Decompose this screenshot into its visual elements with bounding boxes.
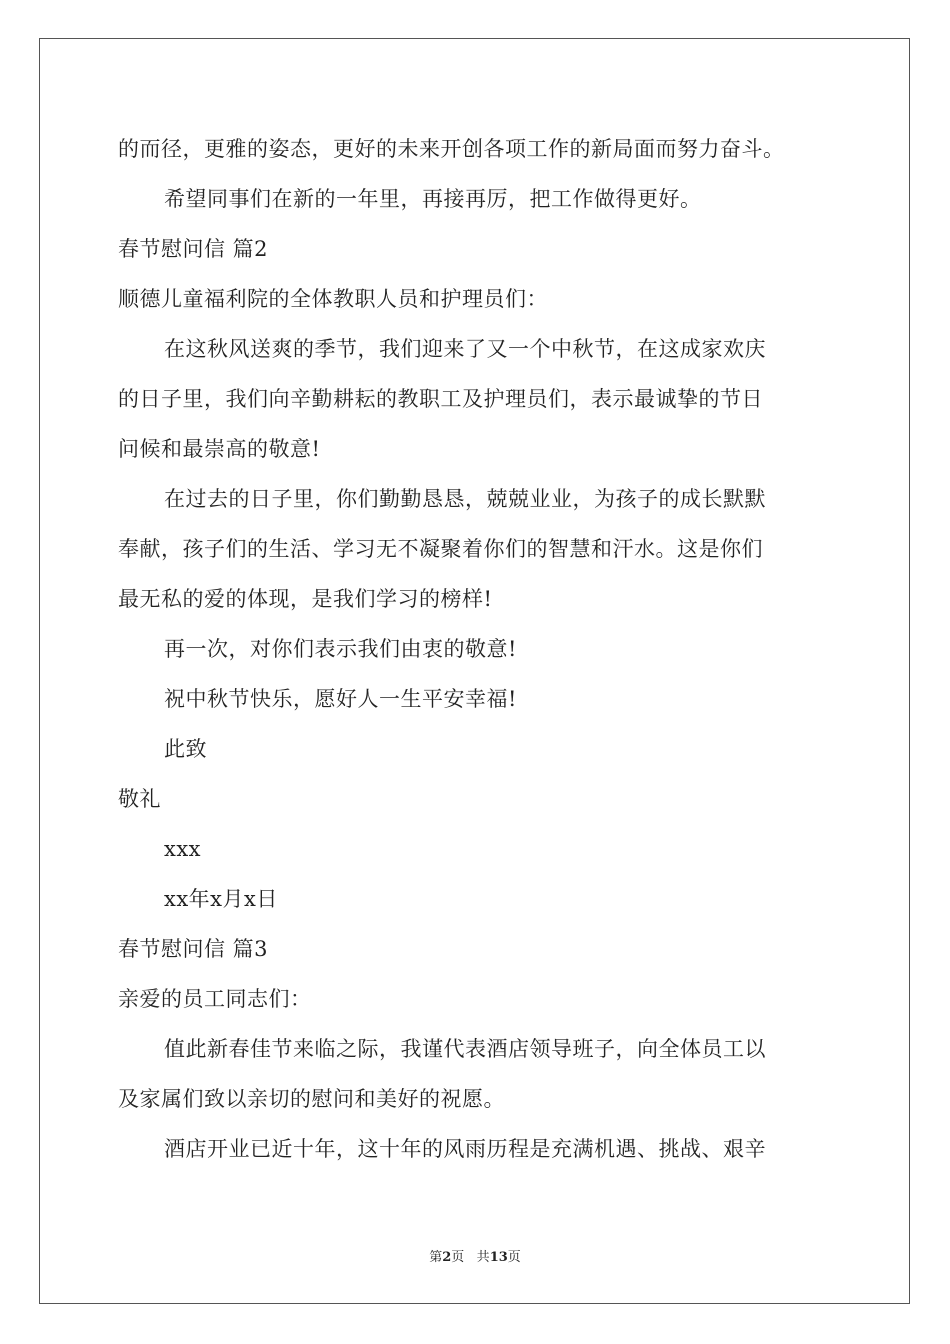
text-line: 问候和最崇高的敬意! — [118, 437, 321, 461]
text-line: 奉献，孩子们的生活、学习无不凝聚着你们的智慧和汗水。这是你们 — [118, 537, 763, 561]
salutation: 亲爱的员工同志们： — [118, 987, 312, 1011]
page-suffix: 页 — [451, 1250, 465, 1265]
text-line: 最无私的爱的体现，是我们学习的榜样! — [118, 587, 493, 611]
text-line: 在过去的日子里，你们勤勤恳恳，兢兢业业，为孩子的成长默默 — [164, 487, 766, 511]
text-line: 及家属们致以亲切的慰问和美好的祝愿。 — [118, 1087, 505, 1111]
date-line: xx年x月x日 — [164, 887, 278, 911]
text-line: 的日子里，我们向辛勤耕耘的教职工及护理员们，表示最诚挚的节日 — [118, 387, 763, 411]
section-heading: 春节慰问信 篇2 — [118, 237, 269, 261]
closing-phrase: 此致 — [164, 737, 207, 761]
section-heading: 春节慰问信 篇3 — [118, 937, 269, 961]
page-prefix: 第 — [429, 1250, 443, 1265]
salutation: 顺德儿童福利院的全体教职人员和护理员们： — [118, 287, 548, 311]
text-line: 酒店开业已近十年，这十年的风雨历程是充满机遇、挑战、艰辛 — [164, 1137, 766, 1161]
document-body — [118, 124, 838, 1174]
text-line: 在这秋风送爽的季节，我们迎来了又一个中秋节，在这成家欢庆 — [164, 337, 766, 361]
text-line: 希望同事们在新的一年里，再接再厉，把工作做得更好。 — [164, 187, 702, 211]
text-line: 值此新春佳节来临之际，我谨代表酒店领导班子，向全体员工以 — [164, 1037, 766, 1061]
page-footer — [0, 1246, 950, 1265]
closing-salute: 敬礼 — [118, 787, 161, 811]
text-line: 的而径，更雅的姿态，更好的未来开创各项工作的新局面而努力奋斗。 — [118, 137, 785, 161]
total-suffix: 页 — [507, 1250, 521, 1265]
text-line: 再一次，对你们表示我们由衷的敬意! — [164, 637, 517, 661]
page-number: 2 — [442, 1250, 452, 1265]
total-pages: 13 — [489, 1250, 508, 1265]
text-line: 祝中秋节快乐，愿好人一生平安幸福! — [164, 687, 517, 711]
total-prefix: 共 — [476, 1250, 490, 1265]
signature: xxx — [164, 837, 202, 861]
